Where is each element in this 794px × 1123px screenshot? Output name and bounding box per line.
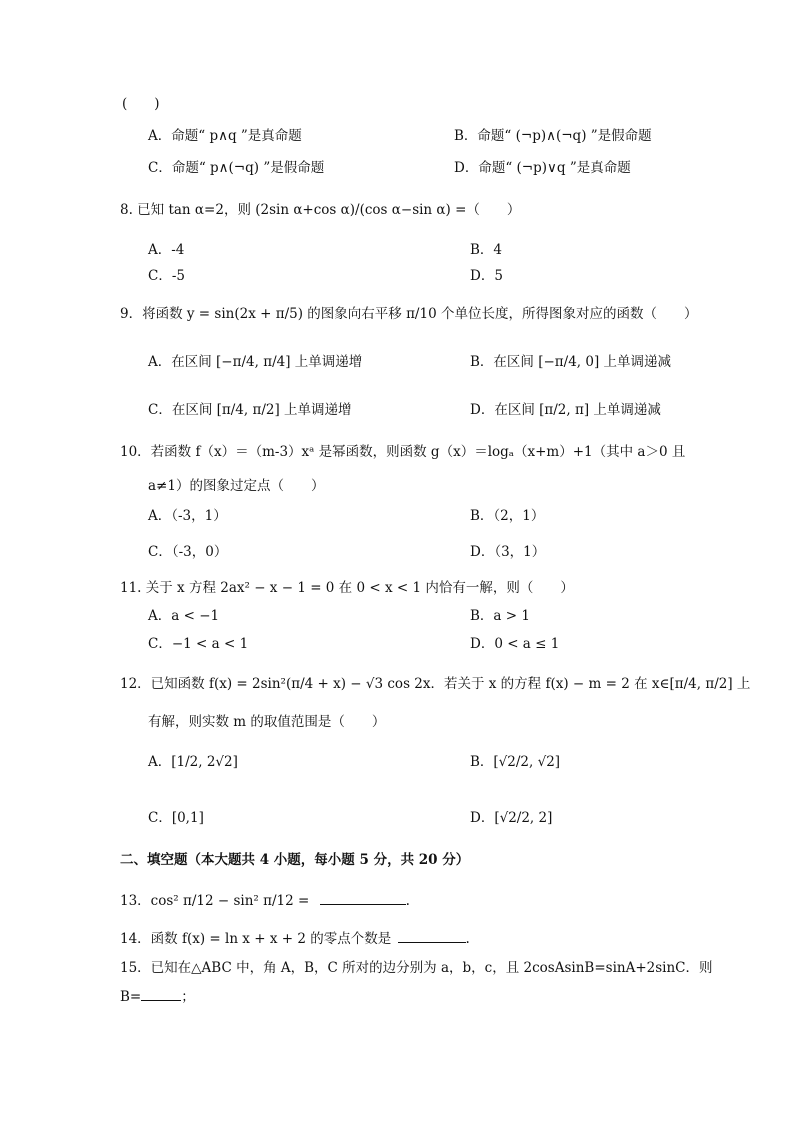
- q10-stem-line2: a≠1）的图象过定点（ ）: [148, 478, 325, 494]
- q7-paren: ( ): [122, 96, 160, 112]
- q10-option-b: B．（2，1）: [470, 508, 545, 524]
- q11-stem: 11. 关于 x 方程 2ax² − x − 1 = 0 在 0 < x < 1 内恰有一解，则（ ）: [120, 580, 574, 596]
- q7-option-b: B．命题“ (¬p)∧(¬q) ”是假命题: [454, 128, 652, 144]
- q12-option-a: A．[1/2, 2√2]: [148, 754, 238, 770]
- q12-option-d: D．[√2/2, 2]: [470, 810, 553, 826]
- q11-option-b: B．a > 1: [470, 608, 530, 624]
- q14-answer-blank[interactable]: [398, 928, 466, 943]
- q8-option-d: D．5: [470, 268, 503, 284]
- q9-stem: 9．将函数 y = sin(2x + π/5) 的图象向右平移 π/10 个单位长度，所得图象对应的函数（ ）: [120, 306, 698, 322]
- q12-stem-line1: 12．已知函数 f(x) = 2sin²(π/4 + x) − √3 cos 2x．若关于 x 的方程 f(x) − m = 2 在 x∈[π/4, π/2] 上: [120, 676, 751, 692]
- q15-b-label: B=: [120, 989, 142, 1005]
- q15-line1: 15．已知在△ABC 中，角 A，B，C 所对的边分别为 a，b，c，且 2cosAsinB=sinA+2sinC．则: [120, 960, 713, 976]
- q11-option-a: A．a < −1: [148, 608, 220, 624]
- q11-option-d: D．0 < a ≤ 1: [470, 636, 560, 652]
- q15-line2: [120, 986, 195, 1007]
- q8-option-c: C．-5: [148, 268, 185, 284]
- q15-answer-blank[interactable]: [141, 986, 181, 1001]
- q10-option-a: A．（-3，1）: [148, 508, 227, 524]
- q12-stem-line2: 有解，则实数 m 的取值范围是（ ）: [148, 714, 386, 730]
- q7-option-d: D．命题“ (¬p)∨q ”是真命题: [454, 160, 631, 176]
- q10-option-d: D．（3，1）: [470, 544, 546, 560]
- q13-end: .: [405, 893, 410, 909]
- q7-option-c: C．命题“ p∧(¬q) ”是假命题: [148, 160, 325, 176]
- section-2-heading: 二、填空题（本大题共 4 小题，每小题 5 分，共 20 分）: [120, 852, 470, 868]
- q13: [120, 890, 410, 911]
- q13-answer-blank[interactable]: [320, 890, 406, 905]
- q12-option-b: B．[√2/2, √2]: [470, 754, 561, 770]
- q9-option-c: C．在区间 [π/4, π/2] 上单调递增: [148, 402, 352, 418]
- q8-stem: 8. 已知 tan α=2，则 (2sin α+cos α)/(cos α−sin α) =（ ）: [120, 202, 521, 218]
- q10-stem-line1: 10．若函数 f（x）＝（m-3）xᵃ 是幂函数，则函数 g（x）＝logₐ（x+m）+1（其中 a＞0 且: [120, 444, 686, 460]
- q14: [120, 928, 470, 949]
- q9-option-d: D．在区间 [π/2, π] 上单调递减: [470, 402, 661, 418]
- q14-end: .: [465, 931, 470, 947]
- q9-option-a: A．在区间 [−π/4, π/4] 上单调递增: [148, 354, 363, 370]
- q7-option-a: A．命题“ p∧q ”是真命题: [148, 128, 302, 144]
- q11-option-c: C．−1 < a < 1: [148, 636, 249, 652]
- q8-option-b: B．4: [470, 242, 503, 258]
- q13-text: 13．cos² π/12 − sin² π/12 =: [120, 893, 310, 909]
- q8-option-a: A．-4: [148, 242, 185, 258]
- q10-option-c: C．（-3，0）: [148, 544, 228, 560]
- q12-option-c: C．[0,1]: [148, 810, 204, 826]
- q15-end: ；: [181, 989, 195, 1005]
- q9-option-b: B．在区间 [−π/4, 0] 上单调递减: [470, 354, 672, 370]
- q14-text: 14．函数 f(x) = ln x + x + 2 的零点个数是: [120, 931, 392, 947]
